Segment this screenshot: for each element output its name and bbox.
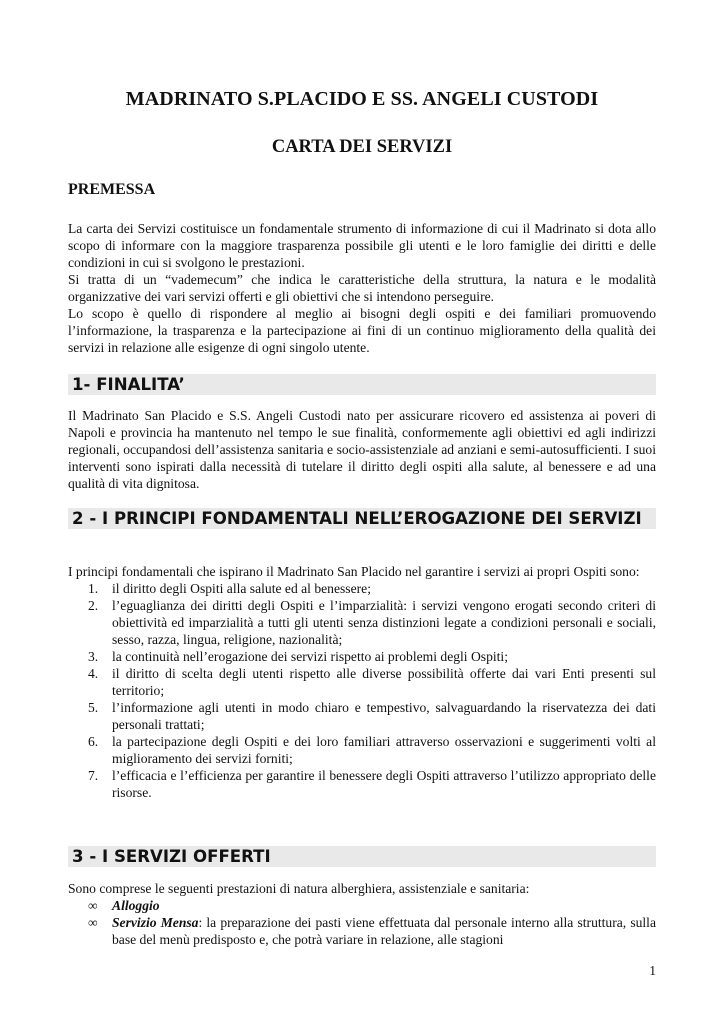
premessa-heading: PREMESSA [68, 181, 156, 198]
list-item-number: 4. [88, 666, 99, 681]
premessa-body [68, 220, 656, 356]
section-heading-servizi: 3 - I SERVIZI OFFERTI [68, 846, 656, 867]
list-item-number: 2. [88, 598, 99, 613]
section-heading-finalita: 1- FINALITA’ [68, 374, 656, 395]
premessa-paragraph: La carta dei Servizi costituisce un fondamentale strumento di informazione di cui il Madrinato si dota allo scopo di informare con la maggiore trasparenza possibile gli utenti e le loro famiglie dei diritti e delle condizioni in cui si svolgono le prestazioni. [68, 221, 656, 270]
list-item-number: 5. [88, 700, 99, 715]
list-item-number: 6. [88, 734, 99, 749]
list-item-text: l’informazione agli utenti in modo chiaro e tempestivo, salvaguardando la riservatezza dei dati personali trattati; [112, 700, 656, 732]
service-label: Servizio Mensa [112, 915, 199, 930]
list-item [68, 914, 656, 948]
list-item [68, 767, 656, 801]
servizi-intro: Sono comprese le seguenti prestazioni di natura alberghiera, assistenziale e sanitaria: [68, 881, 530, 896]
page-number: 1 [649, 963, 656, 978]
list-item-text: la continuità nell’erogazione dei servizi rispetto ai problemi degli Ospiti; [112, 649, 508, 664]
premessa-paragraph: Lo scopo è quello di rispondere al meglio ai bisogni degli ospiti e dei familiari promuovendo l’informazione, la trasparenza e la partecipazione ai fini di un continuo miglioramento della qualità dei servizi in relazione alle esigenze di ogni singolo utente. [68, 306, 656, 355]
document-title: MADRINATO S.PLACIDO E SS. ANGELI CUSTODI [125, 88, 599, 110]
list-item [68, 897, 656, 914]
list-item [68, 597, 656, 648]
list-item [68, 648, 656, 665]
premessa-paragraph: Si tratta di un “vademecum” che indica le caratteristiche della struttura, la natura e le modalità organizzative dei vari servizi offerti e gli obiettivi che si intendono perseguire. [68, 272, 656, 304]
servizi-list [68, 897, 656, 948]
list-item-number: 1. [88, 581, 99, 596]
list-item [68, 733, 656, 767]
service-label: Alloggio [112, 898, 160, 913]
service-text: : la preparazione dei pasti viene effettuata dal personale interno alla struttura, sulla base del menù predisposto e, che potrà variare in relazione, alle stagioni [112, 915, 656, 947]
section-heading-principi: 2 - I PRINCIPI FONDAMENTALI NELL’EROGAZIONE DEI SERVIZI [68, 508, 656, 529]
list-item-text: l’eguaglianza dei diritti degli Ospiti e l’imparzialità: i servizi vengono erogati secondo criteri di obiettività ed imparzialità a tutti gli utenti senza distinzioni legate a condizioni personali e sociali, sesso, razza, lingua, religione, nazionalità; [112, 598, 656, 647]
list-item-text: il diritto di scelta degli utenti rispetto alle diverse possibilità offerte dai vari Enti presenti sul territorio; [112, 666, 656, 698]
document-subtitle: CARTA DEI SERVIZI [271, 137, 453, 157]
list-item-text: la partecipazione degli Ospiti e dei loro familiari attraverso osservazioni e suggerimenti volti al miglioramento dei servizi forniti; [112, 734, 656, 766]
list-item [68, 580, 656, 597]
servizi-body [68, 880, 656, 948]
list-item [68, 699, 656, 733]
finalita-paragraph: Il Madrinato San Placido e S.S. Angeli Custodi nato per assicurare ricovero ed assistenza ai poveri di Napoli e provincia ha mantenuto nel tempo le sue finalità, conformemente agli obiettivi ed agli indirizzi regionali, occupandosi dell’assistenza sanitaria e socio-assistenziale ad anziani e semi-autosufficienti. I suoi interventi sono ispirati dalla necessità di tutelare il diritto degli ospiti alla salute, al benessere e ad una qualità di vita dignitosa. [68, 408, 656, 491]
list-item-number: 7. [88, 768, 99, 783]
list-item [68, 665, 656, 699]
principi-list [68, 580, 656, 801]
principi-body [68, 563, 656, 801]
infinity-bullet-icon: ∞ [88, 915, 98, 930]
infinity-bullet-icon: ∞ [88, 898, 98, 913]
list-item-text: l’efficacia e l’efficienza per garantire il benessere degli Ospiti attraverso l’utilizzo appropriato delle risorse. [112, 768, 656, 800]
list-item-number: 3. [88, 649, 99, 664]
list-item-text: il diritto degli Ospiti alla salute ed al benessere; [112, 581, 371, 596]
principi-intro: I principi fondamentali che ispirano il Madrinato San Placido nel garantire i servizi ai propri Ospiti sono: [68, 564, 640, 579]
finalita-body [68, 407, 656, 492]
